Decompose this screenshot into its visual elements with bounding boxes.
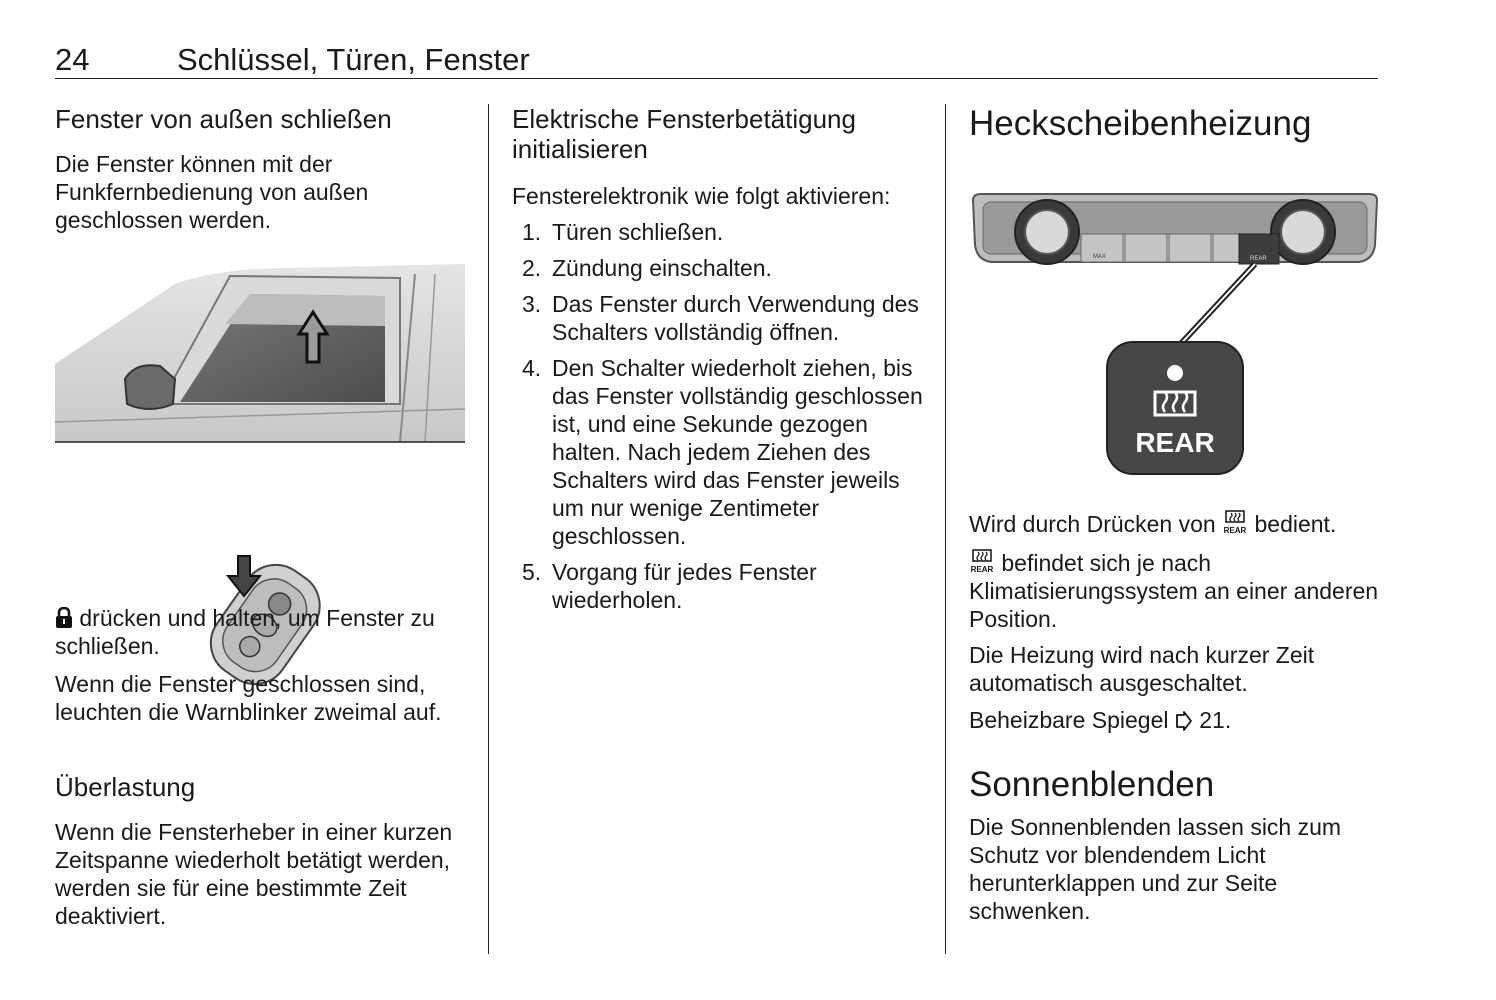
climate-panel-illustration — [969, 190, 1381, 480]
paragraph-operate: Wird durch Drücken von REAR bedient. — [969, 511, 1337, 537]
rear-button-label: REAR — [1135, 427, 1215, 458]
paragraph-sun-visors: Die Sonnenblenden lassen sich zum Schutz vor blendendem Licht herunterklappen und zur Seite schwenken. — [969, 814, 1342, 924]
chapter-title: Schlüssel, Türen, Fenster — [177, 42, 530, 77]
paragraph-overload: Wenn die Fensterheber in einer kurzen Zeitspanne wiederholt betätigt werden, werden sie für eine bestimmte Zeit deaktiviert. — [55, 819, 453, 929]
section-heading-close-windows: Fenster von außen schließen — [55, 104, 392, 134]
paragraph-remote-close: Die Fenster können mit der Funkfernbedienung von außen geschlossen werden. — [55, 151, 369, 233]
paragraph-press-lock — [55, 604, 467, 660]
lock-instruction-text: drücken und halten, um Fenster zu schließen. — [55, 605, 435, 659]
column-divider-2 — [945, 104, 946, 954]
step-item: 3. Das Fenster durch Verwendung des Schalters vollständig öffnen. — [522, 291, 919, 345]
paragraph-intro: Fensterelektronik wie folgt aktivieren: — [512, 183, 891, 209]
reference-arrow-icon — [1175, 711, 1193, 731]
step-item: 1. Türen schließen. — [522, 219, 724, 245]
rear-defrost-icon — [1222, 509, 1248, 535]
page-reference-link[interactable]: 21. — [1199, 707, 1232, 733]
lock-icon — [55, 607, 73, 629]
paragraph-heated-mirrors: Beheizbare Spiegel 21. — [969, 707, 1232, 733]
column-divider-1 — [488, 104, 489, 954]
initialization-steps — [512, 218, 924, 622]
rear-small-label: REAR — [1250, 256, 1267, 262]
paragraph-auto-off: Die Heizung wird nach kurzer Zeit automatisch ausgeschaltet. — [969, 642, 1315, 696]
paragraph-position: REAR befindet sich je nach Klimatisierungssystem an einer anderen Position. — [969, 550, 1379, 632]
page-number: 24 — [55, 42, 90, 77]
rear-defrost-icon — [969, 548, 995, 574]
svg-text:REAR: REAR — [1223, 526, 1247, 535]
svg-text:REAR: REAR — [970, 565, 994, 574]
step-item: 4. Den Schalter wiederholt ziehen, bis das Fenster vollständig geschlossen ist, und eine Sekunde gezogen halten. Nach jedem Ziehen des Schalters wird das Fenster jeweils um nur wenige Zentimeter geschlossen. — [522, 355, 923, 549]
car-window-illustration — [55, 254, 465, 444]
section-heading-sun-visors: Sonnenblenden — [969, 765, 1215, 804]
paragraph-hazard-flash: Wenn die Fenster geschlossen sind, leuchten die Warnblinker zweimal auf. — [55, 671, 442, 725]
step-item: 2. Zündung einschalten. — [522, 255, 772, 281]
step-item: 5. Vorgang für jedes Fenster wiederholen. — [522, 559, 817, 613]
section-heading-rear-defrost: Heckscheibenheizung — [969, 104, 1312, 143]
page-header — [55, 42, 1378, 79]
max-label: MAX — [1093, 254, 1107, 260]
section-heading-initialize: Elektrische Fensterbetätigung initialisieren — [512, 104, 856, 164]
section-heading-overload: Überlastung — [55, 772, 196, 802]
